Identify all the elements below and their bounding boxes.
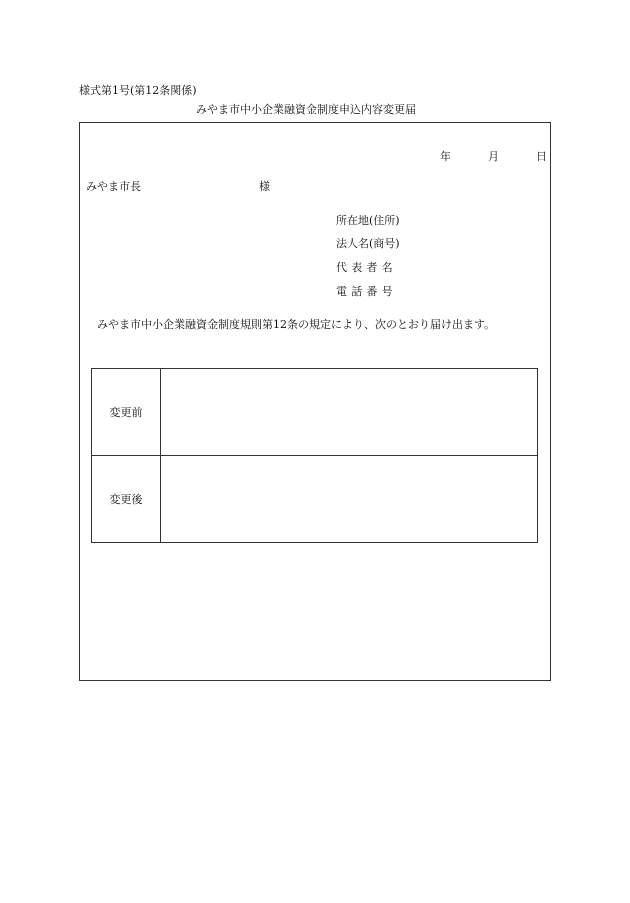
honorific: 様 (259, 180, 270, 193)
date-day-label: 日 (536, 150, 547, 163)
applicant-phone-label: 電話番号 (336, 285, 397, 298)
addressee: みやま市長 (86, 180, 141, 193)
date-month-label: 月 (488, 150, 499, 163)
statement-text: みやま市中小企業融資金制度規則第12条の規定により、次のとおり届け出ます。 (97, 318, 496, 331)
before-label-cell: 変更前 (92, 369, 161, 456)
form-number: 様式第1号(第12条関係) (79, 84, 197, 97)
applicant-company-label: 法人名(商号) (336, 237, 400, 250)
after-label-cell: 変更後 (92, 456, 161, 543)
applicant-representative-label: 代表者名 (336, 261, 397, 274)
form-title: みやま市中小企業融資金制度申込内容変更届 (196, 103, 416, 116)
table-row-before (92, 369, 538, 456)
before-value-cell (161, 369, 538, 456)
date-year-label: 年 (440, 150, 451, 163)
applicant-address-label: 所在地(住所) (336, 214, 400, 227)
table-row-after (92, 456, 538, 543)
after-value-cell (161, 456, 538, 543)
change-table (91, 368, 538, 543)
